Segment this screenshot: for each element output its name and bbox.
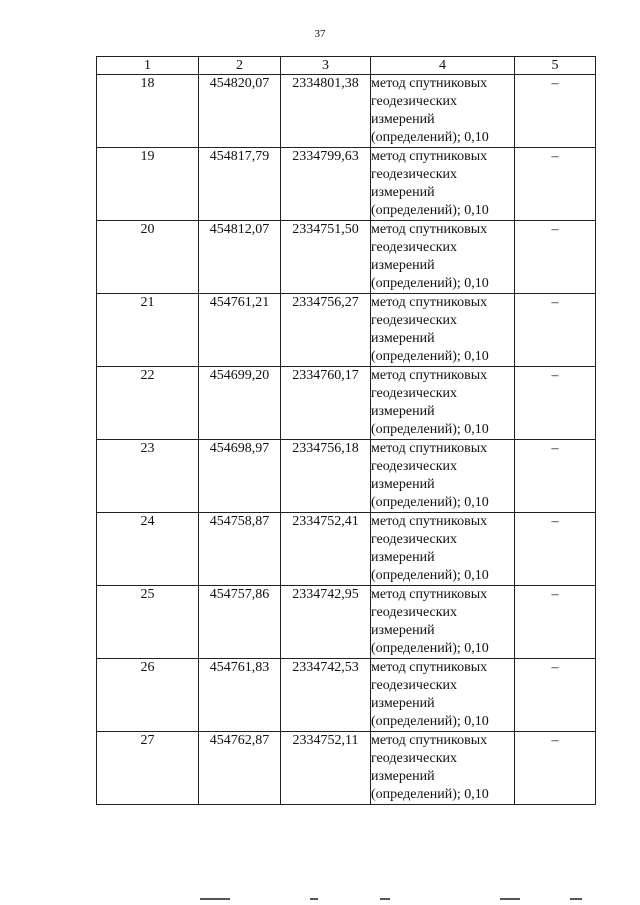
coordinate-y: 2334799,63	[281, 148, 371, 221]
point-number: 24	[97, 513, 199, 586]
coordinate-x: 454812,07	[199, 221, 281, 294]
point-number: 21	[97, 294, 199, 367]
note-cell: –	[515, 732, 596, 805]
method-description: метод спутниковых геодезических измерений (определений); 0,10	[371, 75, 515, 148]
point-number: 25	[97, 586, 199, 659]
scan-mark	[310, 898, 318, 900]
footer-scan-marks	[200, 898, 600, 902]
table-row	[97, 367, 596, 440]
point-number: 23	[97, 440, 199, 513]
coordinate-x: 454699,20	[199, 367, 281, 440]
method-description: метод спутниковых геодезических измерений (определений); 0,10	[371, 294, 515, 367]
method-description: метод спутниковых геодезических измерений (определений); 0,10	[371, 221, 515, 294]
column-header-4: 4	[371, 57, 515, 75]
note-cell: –	[515, 440, 596, 513]
point-number: 18	[97, 75, 199, 148]
point-number: 26	[97, 659, 199, 732]
note-cell: –	[515, 294, 596, 367]
table-row	[97, 440, 596, 513]
scan-mark	[200, 898, 230, 900]
column-header-3: 3	[281, 57, 371, 75]
table-row	[97, 586, 596, 659]
table-row	[97, 732, 596, 805]
table-row	[97, 659, 596, 732]
note-cell: –	[515, 75, 596, 148]
scan-mark	[500, 898, 520, 900]
column-header-2: 2	[199, 57, 281, 75]
coordinate-x: 454698,97	[199, 440, 281, 513]
coordinate-x: 454758,87	[199, 513, 281, 586]
point-number: 20	[97, 221, 199, 294]
note-cell: –	[515, 367, 596, 440]
coordinate-y: 2334756,18	[281, 440, 371, 513]
coordinate-y: 2334752,11	[281, 732, 371, 805]
method-description: метод спутниковых геодезических измерений (определений); 0,10	[371, 659, 515, 732]
note-cell: –	[515, 148, 596, 221]
scan-mark	[380, 898, 390, 900]
table-row	[97, 513, 596, 586]
page-number: 37	[314, 28, 326, 40]
coordinate-y: 2334756,27	[281, 294, 371, 367]
method-description: метод спутниковых геодезических измерений (определений); 0,10	[371, 440, 515, 513]
scan-mark	[570, 898, 582, 900]
method-description: метод спутниковых геодезических измерений (определений); 0,10	[371, 513, 515, 586]
coordinate-x: 454762,87	[199, 732, 281, 805]
method-description: метод спутниковых геодезических измерений (определений); 0,10	[371, 732, 515, 805]
table-row	[97, 294, 596, 367]
coordinate-y: 2334742,53	[281, 659, 371, 732]
coordinate-x: 454761,83	[199, 659, 281, 732]
coordinate-x: 454761,21	[199, 294, 281, 367]
point-number: 22	[97, 367, 199, 440]
note-cell: –	[515, 586, 596, 659]
method-description: метод спутниковых геодезических измерений (определений); 0,10	[371, 148, 515, 221]
table-header-row	[97, 57, 596, 75]
coordinate-y: 2334760,17	[281, 367, 371, 440]
coordinates-table	[96, 56, 596, 805]
column-header-1: 1	[97, 57, 199, 75]
table-row	[97, 221, 596, 294]
coordinate-y: 2334742,95	[281, 586, 371, 659]
coordinate-x: 454820,07	[199, 75, 281, 148]
table-row	[97, 75, 596, 148]
coordinate-x: 454817,79	[199, 148, 281, 221]
note-cell: –	[515, 221, 596, 294]
method-description: метод спутниковых геодезических измерений (определений); 0,10	[371, 367, 515, 440]
note-cell: –	[515, 659, 596, 732]
coordinate-x: 454757,86	[199, 586, 281, 659]
note-cell: –	[515, 513, 596, 586]
column-header-5: 5	[515, 57, 596, 75]
method-description: метод спутниковых геодезических измерений (определений); 0,10	[371, 586, 515, 659]
table-row	[97, 148, 596, 221]
coordinate-y: 2334801,38	[281, 75, 371, 148]
coordinate-y: 2334752,41	[281, 513, 371, 586]
coordinate-y: 2334751,50	[281, 221, 371, 294]
point-number: 27	[97, 732, 199, 805]
point-number: 19	[97, 148, 199, 221]
